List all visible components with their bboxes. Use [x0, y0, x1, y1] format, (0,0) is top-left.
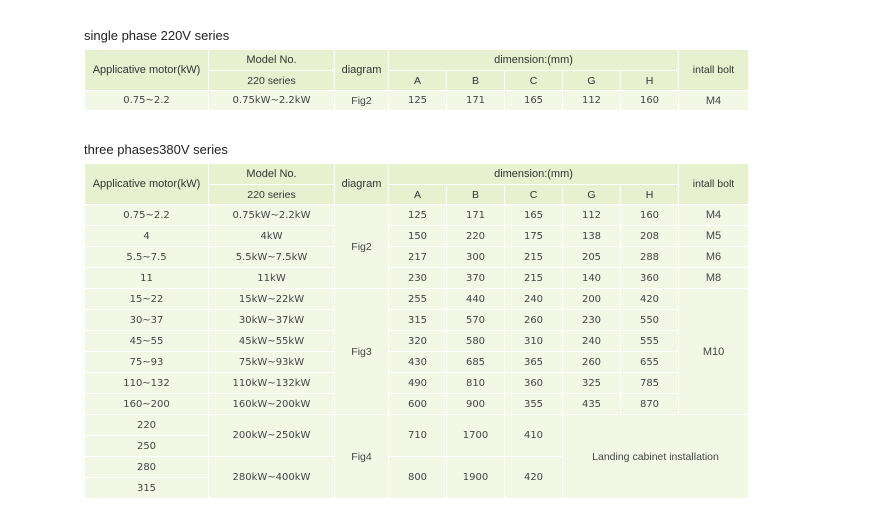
header-motor: Applicative motor(kW): [85, 50, 209, 91]
cell-a: 430: [389, 352, 447, 373]
cell-motor: 5.5~7.5: [85, 247, 209, 268]
cell-model: 30kW~37kW: [209, 310, 335, 331]
cell-c: 420: [505, 457, 563, 499]
cell-h: 160: [621, 205, 679, 226]
header-motor: Applicative motor(kW): [85, 164, 209, 205]
cell-c: 410: [505, 415, 563, 457]
table-row: [85, 415, 749, 436]
cell-landing-installation: Landing cabinet installation: [563, 415, 749, 499]
cell-g: 240: [563, 331, 621, 352]
header-diagram: diagram: [335, 50, 389, 91]
table-row: [85, 205, 749, 226]
cell-diagram: Fig2: [335, 91, 389, 111]
cell-a: 800: [389, 457, 447, 499]
cell-motor: 280: [85, 457, 209, 478]
cell-a: 320: [389, 331, 447, 352]
cell-bolt: M4: [679, 205, 749, 226]
cell-model: 15kW~22kW: [209, 289, 335, 310]
header-bolt: intall bolt: [679, 50, 749, 91]
cell-a: 710: [389, 415, 447, 457]
cell-diagram-fig2: Fig2: [335, 205, 389, 289]
cell-c: 215: [505, 247, 563, 268]
header-col-a: A: [389, 71, 447, 91]
cell-bolt: M6: [679, 247, 749, 268]
cell-g: 325: [563, 373, 621, 394]
cell-b: 220: [447, 226, 505, 247]
cell-motor: 250: [85, 436, 209, 457]
cell-b: 1900: [447, 457, 505, 499]
single-phase-table: [84, 49, 749, 111]
cell-bolt: M5: [679, 226, 749, 247]
table-row: [85, 331, 749, 352]
cell-b: 171: [447, 205, 505, 226]
cell-c: 360: [505, 373, 563, 394]
cell-c: 240: [505, 289, 563, 310]
cell-motor: 4: [85, 226, 209, 247]
header-col-b: B: [447, 71, 505, 91]
cell-a: 125: [389, 205, 447, 226]
cell-model: 11kW: [209, 268, 335, 289]
cell-b: 370: [447, 268, 505, 289]
cell-h: 870: [621, 394, 679, 415]
cell-motor: 315: [85, 478, 209, 499]
cell-b: 900: [447, 394, 505, 415]
cell-a: 600: [389, 394, 447, 415]
cell-h: 550: [621, 310, 679, 331]
cell-bolt: M4: [679, 91, 749, 111]
table-row: [85, 268, 749, 289]
header-col-h: H: [621, 185, 679, 205]
table-row: [85, 394, 749, 415]
table-row: [85, 310, 749, 331]
cell-model: 0.75kW~2.2kW: [209, 91, 335, 111]
three-phase-title: three phases380V series: [84, 142, 228, 157]
cell-b: 171: [447, 91, 505, 111]
header-diagram: diagram: [335, 164, 389, 205]
cell-c: 165: [505, 205, 563, 226]
cell-model: 160kW~200kW: [209, 394, 335, 415]
cell-h: 420: [621, 289, 679, 310]
cell-b: 570: [447, 310, 505, 331]
header-model: Model No.: [209, 50, 335, 71]
header-col-a: A: [389, 185, 447, 205]
table-row: [85, 289, 749, 310]
cell-g: 200: [563, 289, 621, 310]
header-col-g: G: [563, 185, 621, 205]
cell-b: 685: [447, 352, 505, 373]
cell-motor: 0.75~2.2: [85, 205, 209, 226]
table-row: [85, 373, 749, 394]
cell-c: 310: [505, 331, 563, 352]
cell-model: 0.75kW~2.2kW: [209, 205, 335, 226]
cell-motor: 110~132: [85, 373, 209, 394]
header-col-c: C: [505, 185, 563, 205]
cell-motor: 160~200: [85, 394, 209, 415]
cell-g: 140: [563, 268, 621, 289]
table-row: [85, 352, 749, 373]
cell-c: 165: [505, 91, 563, 111]
cell-model: 110kW~132kW: [209, 373, 335, 394]
single-phase-title: single phase 220V series: [84, 28, 230, 43]
cell-a: 217: [389, 247, 447, 268]
cell-model: 45kW~55kW: [209, 331, 335, 352]
cell-g: 260: [563, 352, 621, 373]
header-model: Model No.: [209, 164, 335, 185]
cell-motor: 0.75~2.2: [85, 91, 209, 111]
cell-c: 355: [505, 394, 563, 415]
cell-motor: 45~55: [85, 331, 209, 352]
cell-model: 200kW~250kW: [209, 415, 335, 457]
cell-g: 112: [563, 91, 621, 111]
cell-c: 175: [505, 226, 563, 247]
cell-motor: 220: [85, 415, 209, 436]
cell-model: 5.5kW~7.5kW: [209, 247, 335, 268]
cell-b: 300: [447, 247, 505, 268]
cell-diagram-fig4: Fig4: [335, 415, 389, 499]
cell-motor: 11: [85, 268, 209, 289]
cell-h: 655: [621, 352, 679, 373]
cell-h: 160: [621, 91, 679, 111]
cell-a: 150: [389, 226, 447, 247]
cell-a: 490: [389, 373, 447, 394]
cell-h: 555: [621, 331, 679, 352]
cell-c: 215: [505, 268, 563, 289]
header-series: 220 series: [209, 185, 335, 205]
cell-b: 1700: [447, 415, 505, 457]
header-dimension: dimension:(mm): [389, 50, 679, 71]
cell-a: 255: [389, 289, 447, 310]
cell-bolt: M8: [679, 268, 749, 289]
cell-h: 208: [621, 226, 679, 247]
header-bolt: intall bolt: [679, 164, 749, 205]
cell-b: 580: [447, 331, 505, 352]
cell-g: 138: [563, 226, 621, 247]
table-row: [85, 91, 749, 111]
table-row: [85, 247, 749, 268]
cell-model: 75kW~93kW: [209, 352, 335, 373]
cell-h: 288: [621, 247, 679, 268]
cell-bolt-m10: M10: [679, 289, 749, 415]
header-dimension: dimension:(mm): [389, 164, 679, 185]
cell-h: 785: [621, 373, 679, 394]
cell-g: 205: [563, 247, 621, 268]
cell-a: 315: [389, 310, 447, 331]
cell-motor: 75~93: [85, 352, 209, 373]
cell-g: 112: [563, 205, 621, 226]
cell-a: 230: [389, 268, 447, 289]
cell-h: 360: [621, 268, 679, 289]
cell-c: 260: [505, 310, 563, 331]
cell-g: 230: [563, 310, 621, 331]
cell-a: 125: [389, 91, 447, 111]
three-phase-table: [84, 163, 749, 499]
header-col-b: B: [447, 185, 505, 205]
cell-motor: 15~22: [85, 289, 209, 310]
header-series: 220 series: [209, 71, 335, 91]
cell-model: 280kW~400kW: [209, 457, 335, 499]
cell-c: 365: [505, 352, 563, 373]
cell-b: 440: [447, 289, 505, 310]
cell-diagram-fig3: Fig3: [335, 289, 389, 415]
header-col-h: H: [621, 71, 679, 91]
cell-b: 810: [447, 373, 505, 394]
header-col-g: G: [563, 71, 621, 91]
cell-model: 4kW: [209, 226, 335, 247]
cell-g: 435: [563, 394, 621, 415]
table-row: [85, 226, 749, 247]
cell-motor: 30~37: [85, 310, 209, 331]
header-col-c: C: [505, 71, 563, 91]
